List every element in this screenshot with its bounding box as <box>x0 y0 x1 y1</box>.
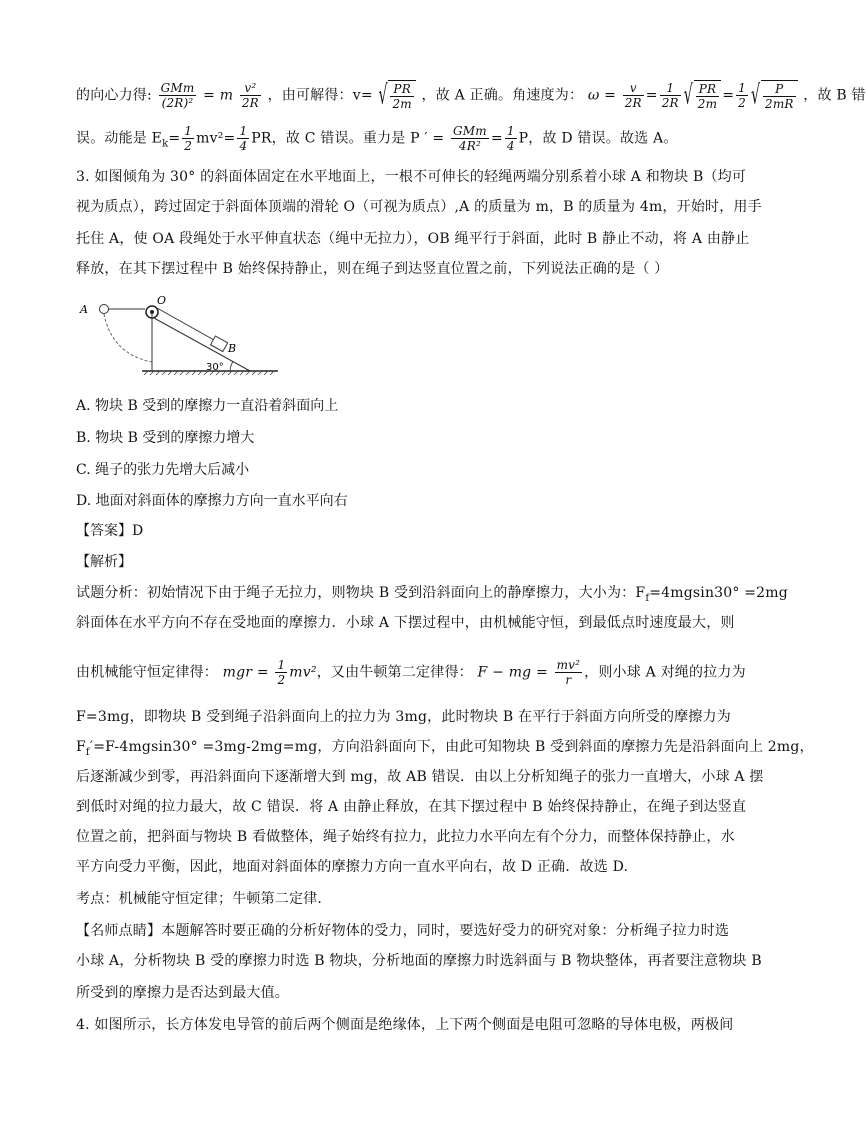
fraction-denominator: 2R <box>624 96 642 110</box>
swing-path <box>104 314 152 362</box>
fraction-quarter <box>237 124 249 153</box>
subscript-f: f <box>85 746 90 758</box>
fraction-half <box>736 81 748 110</box>
ball-a <box>100 305 109 314</box>
text-segment: F <box>76 739 86 755</box>
text-segment: 的向心力得: <box>76 87 152 104</box>
question-3-line-4: 释放，在其下摆过程中 B 始终保持静止，则在绳子到达竖直位置之前，下列说法正确的是（ ） <box>76 261 669 277</box>
fraction-denominator: 2 <box>277 673 286 687</box>
option-a: A. 物块 B 受到的摩擦力一直沿着斜面向上 <box>76 398 339 414</box>
fraction-numerator: 1 <box>184 124 193 138</box>
text-segment: = <box>490 130 503 147</box>
text-segment: =4mgsin30° =2mg <box>649 585 788 601</box>
fraction-half-2 <box>275 658 287 687</box>
analysis-line-3 <box>76 658 746 687</box>
fraction-denominator: 2m <box>392 97 412 111</box>
fraction-numerator: √ P <box>763 82 796 97</box>
angle-arc <box>230 362 233 372</box>
fraction-quarter-2 <box>505 124 517 153</box>
text-segment: 试题分析：初始情况下由于绳子无拉力，则物块 B 受到沿斜面向上的静摩擦力，大小为：F <box>76 585 646 601</box>
fraction-numerator: GMm <box>453 124 487 138</box>
fraction-numerator: mv² <box>556 658 581 672</box>
question-4-line-1: 4. 如图所示，长方体发电导管的前后两个侧面是绝缘体，上下两个侧面是电阻可忽略的导体电极，两极间 <box>76 1017 734 1033</box>
fraction-denominator: 4 <box>506 139 515 153</box>
fraction-ek-half <box>182 124 194 153</box>
tip-line-3: 所受到的摩擦力是否达到最大值。 <box>76 985 289 1001</box>
fraction-numerator: 1 <box>660 81 681 96</box>
fraction-v2-over-2r <box>240 81 261 110</box>
question-3-line-3: 托住 A，使 OA 段绳处于水平伸直状态（绳中无拉力），OB 绳平行于斜面，此时 B 静止不动，将 A 由静止 <box>76 231 750 247</box>
fraction-denominator: 2mR <box>764 97 794 111</box>
fraction-numerator: v <box>623 81 644 96</box>
fraction-denominator: 4 <box>239 139 248 153</box>
fraction-pr-over-2m <box>696 82 719 111</box>
fraction-numerator: √ PR <box>390 82 413 97</box>
fraction-pr-over-2m <box>390 82 413 111</box>
question-3-line-1: 3. 如图倾角为 30° 的斜面体固定在水平地面上，一根不可伸长的轻绳两端分别系着小球 A 和物块 B（均可 <box>76 169 747 185</box>
option-b: B. 物块 B 受到的摩擦力增大 <box>76 430 255 446</box>
fraction-gmm-over-4r2 <box>451 124 489 153</box>
option-d: D. 地面对斜面体的摩擦力方向一直水平向右 <box>76 493 348 509</box>
fraction-denominator: 2 <box>738 96 746 110</box>
text-segment: P，故 D 错误。故选 A。 <box>518 130 678 147</box>
analysis-line-9: 平方向受力平衡，因此，地面对斜面体的摩擦力方向一直水平向右，故 D 正确．故选 D. <box>76 859 629 875</box>
kaodian-line: 考点：机械能守恒定律；牛顿第二定律. <box>76 891 323 907</box>
text-segment: ，由可解得：v= <box>267 87 373 104</box>
sqrt-p-over-2mr <box>751 80 798 111</box>
block-b <box>211 336 228 352</box>
tip-line-1: 【名师点睛】本题解答时要正确的分析好物体的受力，同时，要选好受力的研究对象：分析绳子拉力时选 <box>76 923 730 939</box>
subscript-f: f <box>645 592 650 604</box>
question-3-line-2: 视为质点），跨过固定于斜面体顶端的滑轮 O（可视为质点）,A 的质量为 m，B 的质量为 4m，开始时，用手 <box>76 199 762 215</box>
fraction-numerator: 1 <box>506 124 515 138</box>
fraction-gmm-over-2r-squared <box>159 81 197 110</box>
sqrt-pr-over-2m <box>378 80 415 111</box>
analysis-line-2: 斜面体在水平方向不存在受地面的摩擦力．小球 A 下摆过程中，由机械能守恒，到最低点时速度最大，则 <box>76 615 735 631</box>
math-mgr: mgr = <box>222 664 269 681</box>
analysis-label: 【解析】 <box>76 554 132 570</box>
label-angle: 30° <box>206 362 224 373</box>
label-b: B <box>228 342 237 355</box>
text-segment: ，故 A 正确。角速度为： <box>421 87 584 104</box>
analysis-line-5 <box>76 736 814 764</box>
label-o: O <box>157 294 167 307</box>
fraction-denominator: (2R)² <box>161 96 194 110</box>
omega-symbol: ω = <box>587 87 617 104</box>
solution-line-2 <box>76 124 738 155</box>
fraction-numerator: 1 <box>277 658 286 672</box>
fraction-numerator: GMm <box>160 81 195 95</box>
incline-pulley-diagram <box>78 296 288 380</box>
text-segment: ′=F-4mgsin30° =3mg-2mg=mg，方向沿斜面向下，由此可知物块 B 受到斜面的摩擦力先是沿斜面向上 2mg， <box>89 739 814 755</box>
fraction-v-over-2r <box>623 81 644 110</box>
fraction-numerator: 1 <box>239 124 248 138</box>
text-segment: ，又由牛顿第二定律得： <box>316 664 473 681</box>
text-segment: PR，故 C 错误。重力是 P ′ = <box>251 130 445 147</box>
math-m: m <box>219 87 234 104</box>
answer-label: 【答案】D <box>76 523 144 539</box>
fraction-denominator: 2m <box>697 97 718 111</box>
analysis-line-1 <box>76 582 788 610</box>
fraction-numerator: v² <box>240 81 261 96</box>
analysis-line-8: 位置之前，把斜面与物块 B 看做整体，绳子始终有拉力，此拉力水平向左有个分力，而整体保持静止，水 <box>76 829 735 845</box>
solution-line-1: 的向心力得: $\frac{\text{GMm}}{\text{(2R)²}}$ = m $\frac{\text{v²}}{2R}$ ，由可解得：v= √ $\frac{PR}{2m}$ ，故 A 正确。角速度为： ω = $\frac{v}{2R}$ = $\frac{1}{2R}$ √ $\frac{PR}{2m}$ = $\frac{1}{2}$ √ $\frac{P}{2mR}$ ，故 B 错 <box>76 80 738 111</box>
fraction-numerator: √ PR <box>696 82 719 97</box>
fraction-p-over-2mr <box>763 82 796 111</box>
fraction-denominator: 2R <box>661 96 679 110</box>
fraction-denominator: r <box>565 673 572 687</box>
fraction-numerator: 1 <box>738 81 746 95</box>
text-segment: mv²= <box>196 130 236 147</box>
equals-sign: = <box>203 87 216 104</box>
fraction-1-over-2r <box>660 81 681 110</box>
label-a: A <box>80 303 88 316</box>
fraction-denominator: 2R <box>241 96 259 110</box>
fraction-mv2-over-r <box>555 658 583 687</box>
analysis-line-7: 到低时对绳的拉力最大，故 C 错误．将 A 由静止释放，在其下摆过程中 B 始终保持静止，在绳子到达竖直 <box>76 799 747 815</box>
text-segment: 由机械能守恒定律得： <box>76 664 218 681</box>
fraction-denominator: 2 <box>184 139 193 153</box>
analysis-line-6: 后逐渐减少到零，再沿斜面向下逐渐增大到 mg，故 AB 错误．由以上分析知绳子的张力一直增大，小球 A 摆 <box>76 769 764 785</box>
text-segment: = <box>168 130 181 147</box>
sqrt-pr-over-2m-2 <box>684 80 721 111</box>
math-newton: F − mg = <box>477 664 548 681</box>
pulley-axle <box>150 310 154 314</box>
analysis-line-4: F=3mg，即物块 B 受到绳子沿斜面向上的拉力为 3mg，此时物块 B 在平行于斜面方向所受的摩擦力为 <box>76 709 731 725</box>
option-c: C. 绳子的张力先增大后减小 <box>76 462 250 478</box>
math-mv2: mv² <box>289 664 317 681</box>
fraction-denominator: 4R² <box>458 139 481 153</box>
tip-line-2: 小球 A，分析物块 B 受的摩擦力时选 B 物块，分析地面的摩擦力时选斜面与 B 物块整体，再者要注意物块 B <box>76 953 762 969</box>
text-segment: 误。动能是 E <box>76 130 163 147</box>
subscript-k: k <box>162 138 169 150</box>
text-segment: ，故 B 错 <box>803 87 866 104</box>
text-segment: ，则小球 A 对绳的拉力为 <box>584 664 746 681</box>
